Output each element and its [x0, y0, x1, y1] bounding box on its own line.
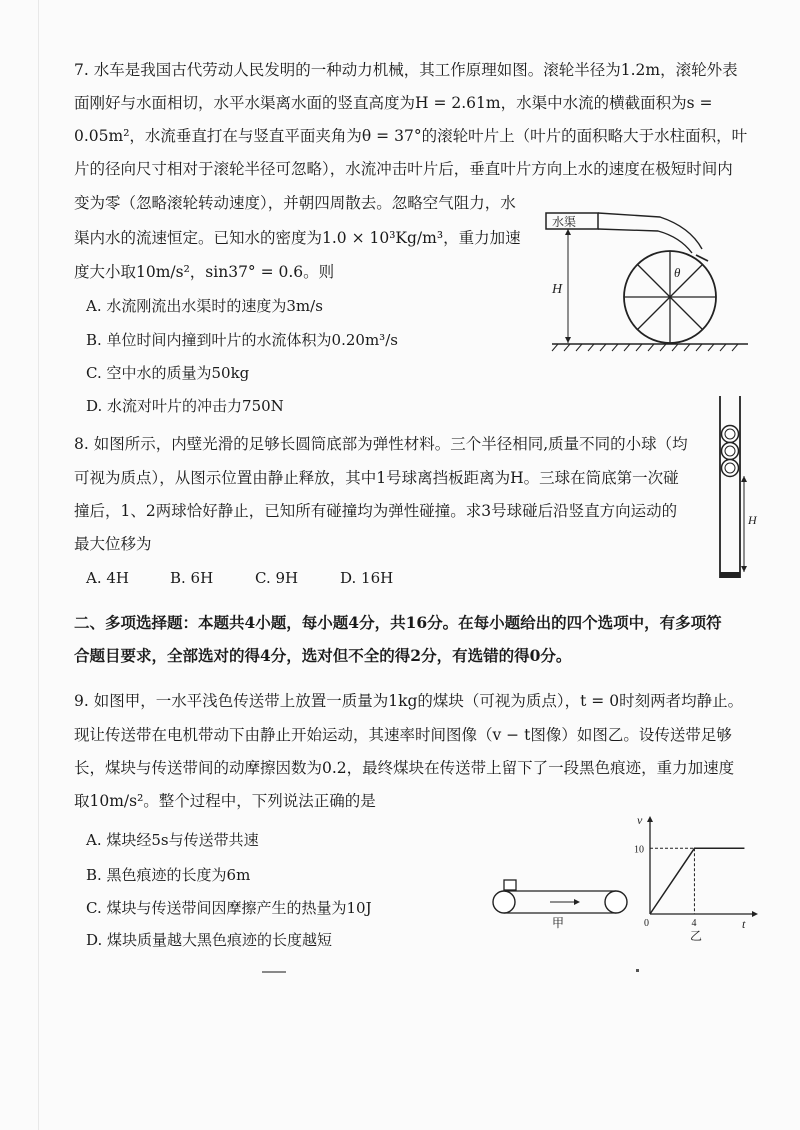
- height-arrow-top: [565, 229, 571, 235]
- ground-hatch: [552, 344, 738, 351]
- vt-series-line: [650, 848, 744, 914]
- distance-label: H: [748, 513, 757, 527]
- y-axis-arrow: [647, 816, 653, 822]
- height-label: H: [552, 282, 563, 297]
- coal-block: [504, 880, 516, 890]
- q7-line-5: 变为零（忽略滚轮转动速度），并朝四周散去。忽略空气阻力，水: [74, 194, 516, 212]
- page-edge-shadow: [38, 0, 39, 1130]
- bottom-dash-mark: [262, 971, 286, 973]
- q7-line-4: 片的径向尺寸相对于滚轮半径可忽略），水流冲击叶片后，垂直叶片方向上水的速度在极短时间内: [74, 160, 733, 178]
- q8-line-2: 可视为质点），从图示位置由静止释放，其中1号球离挡板距离为H。三球在筒底第一次碰: [74, 469, 679, 487]
- q9-option-a: A. 煤块经5s与传送带共速: [86, 831, 259, 849]
- q7-option-d: D. 水流对叶片的冲击力750N: [86, 397, 284, 415]
- cylinder-figure: [712, 394, 772, 584]
- q9-line-4: 取10m/s²。整个过程中，下列说法正确的是: [74, 792, 376, 810]
- q9-option-d: D. 煤块质量越大黑色痕迹的长度越短: [86, 931, 333, 949]
- q9-line-3: 长，煤块与传送带间的动摩擦因数为0.2，最终煤块在传送带上留下了一段黑色痕迹，重力加速度: [74, 759, 735, 777]
- channel-label: 水渠: [552, 215, 577, 229]
- belt-arrow-head: [574, 899, 580, 905]
- q9-option-c: C. 煤块与传送带间因摩擦产生的热量为10J: [86, 899, 372, 917]
- q7-line-6: 渠内水的流速恒定。已知水的密度为1.0 × 10³Kg/m³，重力加速: [74, 229, 521, 247]
- q8-option-c: C. 9H: [255, 569, 299, 587]
- wheel: [624, 251, 716, 343]
- q7-line-1: 7. 水车是我国古代劳动人民发明的一种动力机械，其工作原理如图。滚轮半径为1.2m，滚轮外表: [74, 61, 738, 79]
- right-pulley: [605, 891, 627, 913]
- elastic-bottom: [720, 572, 740, 578]
- angle-label: θ: [674, 265, 681, 280]
- y-tick-label-10: 10: [634, 844, 644, 856]
- q7-line-7: 度大小取10m/s²，sin37° = 0.6。则: [74, 263, 335, 281]
- x-axis-label: t: [742, 917, 746, 931]
- height-arrow-bottom: [565, 337, 571, 343]
- waterwheel-figure: [540, 205, 760, 355]
- water-stream-bottom: [598, 229, 692, 253]
- q7-option-a: A. 水流刚流出水渠时的速度为3m/s: [86, 297, 323, 315]
- q8-line-3: 撞后，1、2两球恰好静止，已知所有碰撞均为弹性碰撞。求3号球碰后沿竖直方向运动的: [74, 502, 678, 520]
- q9-line-2: 现让传送带在电机带动下由静止开始运动，其速率时间图像（v − t图像）如图乙。设传送带足够: [74, 726, 732, 744]
- balls: [722, 426, 739, 477]
- figure-yi-label: 乙: [690, 929, 703, 943]
- q8-option-d: D. 16H: [340, 569, 394, 587]
- origin-tick-label: 0: [644, 918, 649, 929]
- q7-line-2: 面刚好与水面相切，水平水渠离水面的竖直高度为H = 2.61m，水渠中水流的横截面积为s =: [74, 94, 713, 112]
- q7-line-3: 0.05m²，水流垂直打在与竖直平面夹角为θ = 37°的滚轮叶片上（叶片的面积略大于水柱面积，叶: [74, 127, 748, 145]
- y-axis-label: v: [637, 813, 643, 827]
- q8-option-a: A. 4H: [86, 569, 129, 587]
- section-2-line-1: 二、多项选择题：本题共4小题，每小题4分，共16分。在每小题给出的四个选项中，有多项符: [74, 613, 722, 632]
- q9-option-b: B. 黑色痕迹的长度为6m: [86, 866, 251, 884]
- distance-arrow-top: [741, 476, 747, 482]
- figure-jia-label: 甲: [552, 916, 565, 930]
- q8-option-b: B. 6H: [170, 569, 214, 587]
- section-2-line-2: 合题目要求，全部选对的得4分，选对但不全的得2分，有选错的得0分。: [74, 646, 572, 665]
- q8-line-1: 8. 如图所示，内壁光滑的足够长圆筒底部为弹性材料。三个半径相同,质量不同的小球（均: [74, 435, 688, 453]
- q9-line-1: 9. 如图甲，一水平浅色传送带上放置一质量为1kg的煤块（可视为质点），t = 0时刻两者均静止。: [74, 692, 744, 710]
- left-pulley: [493, 891, 515, 913]
- x-axis-arrow: [752, 911, 758, 917]
- q8-line-4: 最大位移为: [74, 535, 152, 553]
- x-tick-label-4: 4: [691, 918, 697, 929]
- q7-option-b: B. 单位时间内撞到叶片的水流体积为0.20m³/s: [86, 331, 398, 349]
- q7-option-c: C. 空中水的质量为50kg: [86, 364, 250, 382]
- conveyor-figure: [490, 876, 635, 932]
- bottom-dot-mark: [636, 969, 639, 972]
- vt-chart: [630, 813, 760, 943]
- distance-arrow-bottom: [741, 566, 747, 572]
